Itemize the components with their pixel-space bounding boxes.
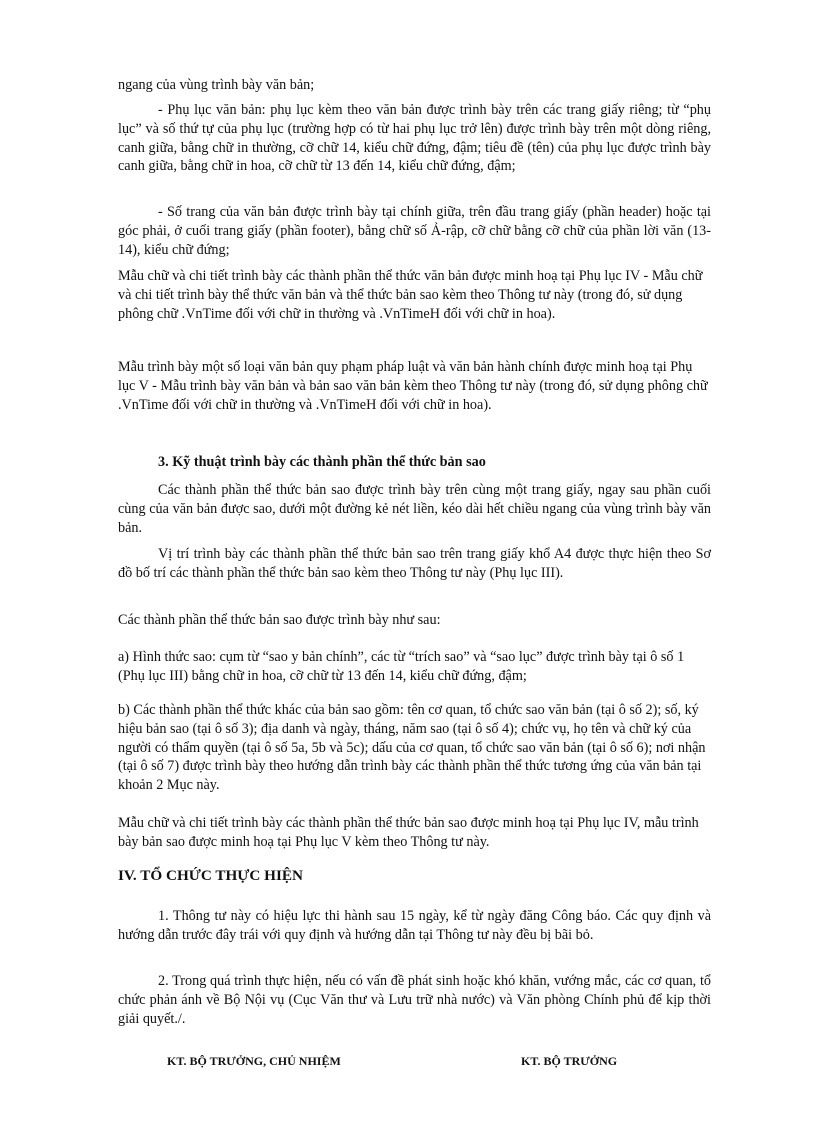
paragraph-trinh-thuc-hien: 2. Trong quá trình thực hiện, nếu có vấn đề phát sinh hoặc khó khăn, vướng mắc, các cơ quan, tổ chức phản ánh về Bộ Nội vụ (Cục Văn thư và Lưu trữ nhà nước) và Văn phòng Chính phủ để kịp thời giải quyết./. — [118, 973, 711, 1027]
paragraph-mau-chu-ban-sao: Mẫu chữ và chi tiết trình bày các thành phần thể thức bản sao được minh hoạ tại Phụ lục IV, mẫu trình bày bản sao được minh hoạ tại Phụ lục V kèm theo Thông tư này. — [118, 815, 699, 850]
paragraph-mau-trinh-bay: Mẫu trình bày một số loại văn bản quy phạm pháp luật và văn bản hành chính được minh hoạ tại Phụ lục V - Mẫu trình bày văn bản và bản sao văn bản kèm theo Thông tư này (trong đó, sử dụng phông chữ .VnTime đối với chữ in thường và .VnTimeH đối với chữ in hoa). — [118, 359, 708, 413]
paragraph-phu-luc: - Phụ lục văn bản: phụ lục kèm theo văn bản được trình bày trên các trang giấy riêng; từ “phụ lục” và số thứ tự của phụ lục (trường hợp có từ hai phụ lục trở lên) được trình bày trên một dòng riêng, canh giữa, bằng chữ in thường, cỡ chữ 14, kiểu chữ đứng, đậm; tiêu đề (tên) của phụ lục được trình bày canh giữa, bằng chữ in hoa, cỡ chữ từ 13 đến 14, kiểu chữ đứng, đậm; — [118, 102, 711, 175]
paragraph-thanh-phan-khac: b) Các thành phần thể thức khác của bản sao gồm: tên cơ quan, tổ chức sao văn bản (tại ô số 2); số, ký hiệu bản sao (tại ô số 3); địa danh và ngày, tháng, năm sao (tại ô số 4); chức vụ, họ tên và chữ ký của người có thẩm quyền (tại ô số 5a, 5b và 5c); dấu của cơ quan, tổ chức sao văn bản (tại ô số 6); nơi nhận (tại ô số 7) được trình bày theo hướng dẫn trình bày các thành phần thể thức tương ứng của văn bản tại khoản 2 Mục này. — [118, 702, 706, 794]
paragraph-mau-chu: Mẫu chữ và chi tiết trình bày các thành phần thể thức văn bản được minh hoạ tại Phụ lục IV - Mẫu chữ và chi tiết trình bày thể thức văn bản và thể thức bản sao kèm theo Thông tư này (trong đó, sử dụng phông chữ .VnTime đối với chữ in thường và .VnTimeH đối với chữ in hoa). — [118, 268, 703, 322]
paragraph-hieu-luc: 1. Thông tư này có hiệu lực thi hành sau 15 ngày, kể từ ngày đăng Công báo. Các quy định và hướng dẫn trước đây trái với quy định và hướng dẫn tại Thông tư này đều bị bãi bỏ. — [118, 908, 711, 943]
paragraph-vi-tri: Vị trí trình bày các thành phần thể thức bản sao trên trang giấy khổ A4 được thực hiện theo Sơ đồ bố trí các thành phần thể thức bản sao kèm theo Thông tư này (Phụ lục III). — [118, 546, 711, 581]
paragraph-trinh-bay-nhu-sau: Các thành phần thể thức bản sao được trình bày như sau: — [118, 612, 441, 628]
paragraph-so-trang: - Số trang của văn bản được trình bày tại chính giữa, trên đầu trang giấy (phần header) hoặc tại góc phải, ở cuối trang giấy (phần footer), bằng chữ số Ả-rập, cỡ chữ bằng cỡ chữ của phần lời văn (13-14), kiểu chữ đứng; — [118, 204, 711, 258]
signature-left: KT. BỘ TRƯỞNG, CHỦ NHIỆM — [167, 1054, 341, 1068]
signature-right: KT. BỘ TRƯỞNG — [521, 1054, 618, 1068]
paragraph-hinh-thuc-sao: a) Hình thức sao: cụm từ “sao y bản chính”, các từ “trích sao” và “sao lục” được trình bày tại ô số 1 (Phụ lục III) bằng chữ in hoa, cỡ chữ từ 13 đến 14, kiểu chữ đứng, đậm; — [118, 649, 685, 684]
section-heading-3: 3. Kỹ thuật trình bày các thành phần thể thức bản sao — [158, 454, 486, 470]
paragraph-vung-trinh-bay: ngang của vùng trình bày văn bản; — [118, 77, 315, 93]
section-heading-iv: IV. TỔ CHỨC THỰC HIỆN — [118, 867, 303, 884]
paragraph-thanh-phan-ban-sao: Các thành phần thể thức bản sao được trình bày trên cùng một trang giấy, ngay sau phần cuối cùng của văn bản được sao, dưới một đường kẻ nét liền, kéo dài hết chiều ngang của vùng trình bày văn bản. — [118, 482, 711, 536]
